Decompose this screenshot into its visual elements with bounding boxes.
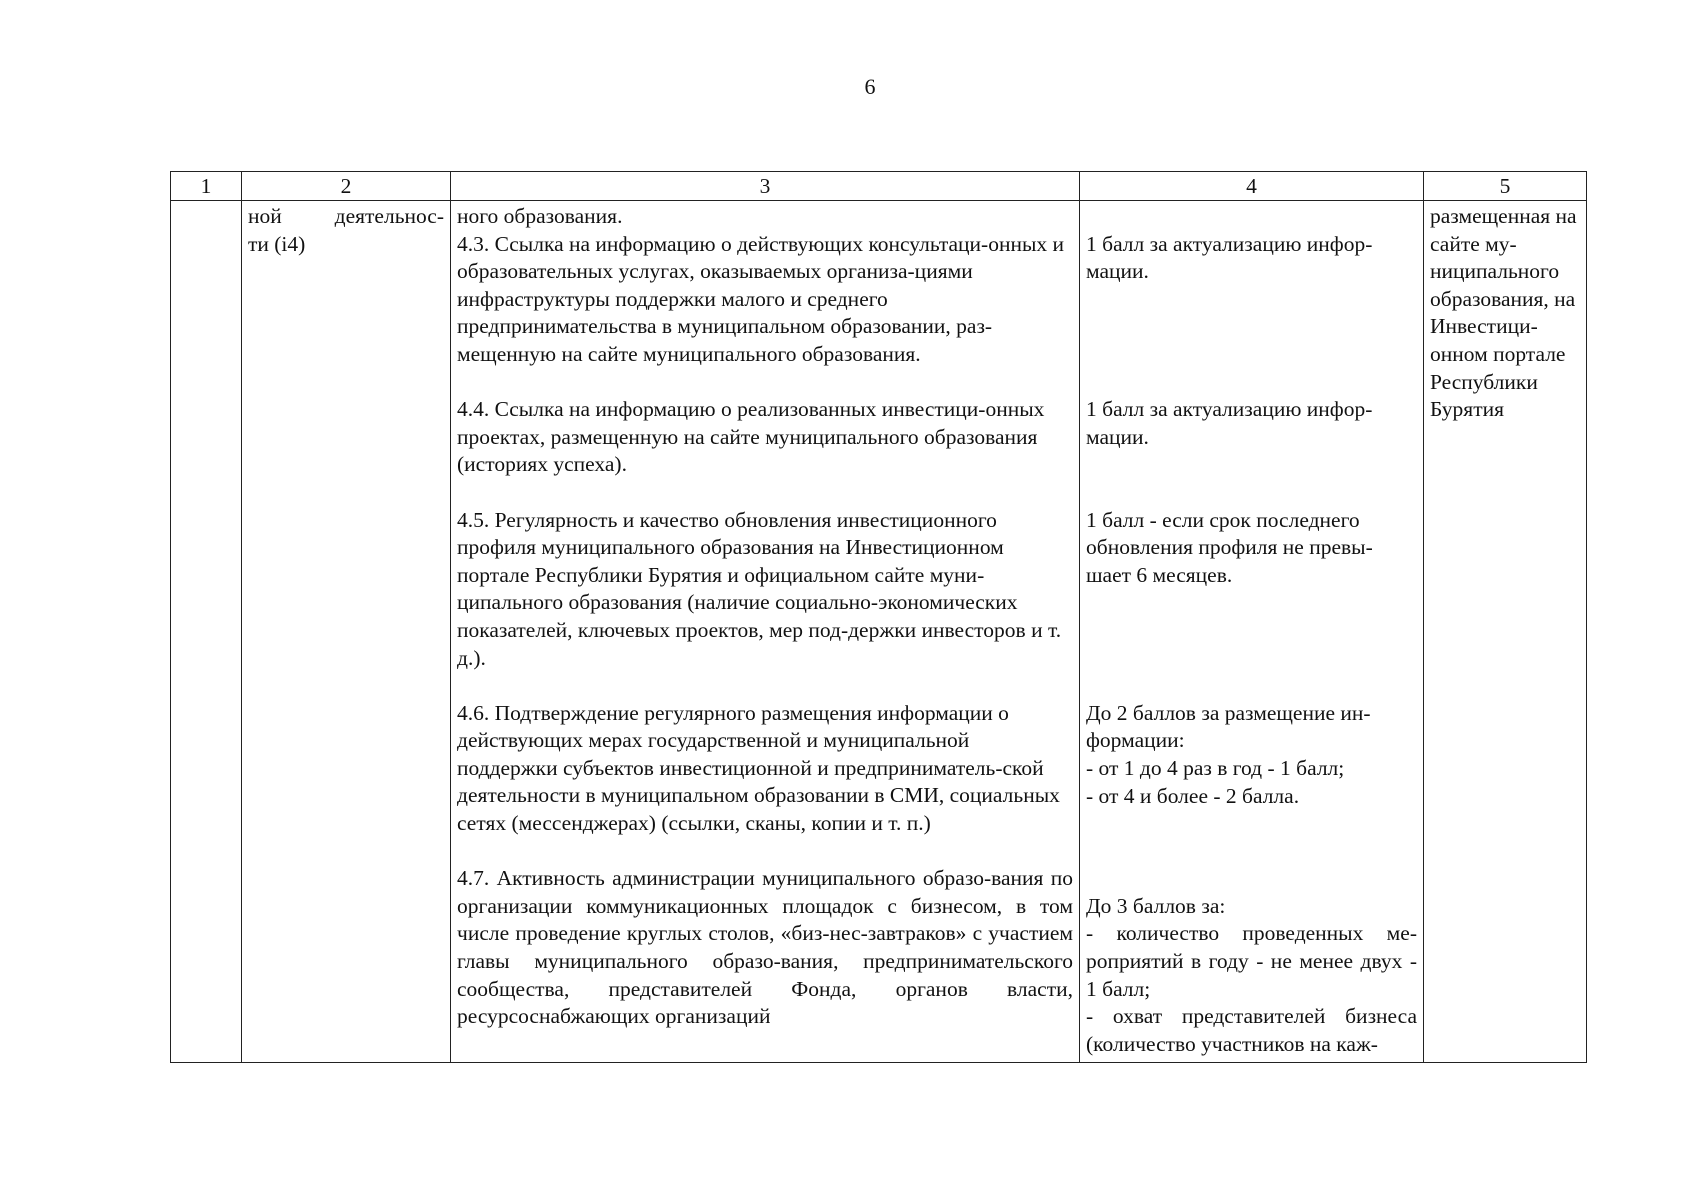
criteria-item-4-4: 4.4. Ссылка на информацию о реализованных инвестици-онных проектах, размещенную на сайте муниципального образования (историях успеха). <box>457 397 1045 477</box>
criteria-table <box>170 171 1587 1063</box>
criteria-item-4-7: 4.7. Активность администрации муниципального образо-вания по организации коммуникационных площадок с бизнесом, в том числе проведение круглых столов, «биз-нес-завтраков» с участием главы муниципального образо-вания, предпринимательского сообщества, представителей Фонда, органов власти, ресурсоснабжающих организаций <box>457 866 1073 1029</box>
header-cell-1: 1 <box>171 172 242 201</box>
table-row <box>171 201 1587 1063</box>
cell-number <box>171 201 242 1063</box>
header-cell-5: 5 <box>1424 172 1587 201</box>
source-text: размещенная на сайте му-ниципального образования, на Инвестици-онном портале Республики Бурятия <box>1430 204 1577 422</box>
criteria-item-4-3: 4.3. Ссылка на информацию о действующих консультаци-онных и образовательных услугах, оказываемых организа-циями инфраструктуры поддержки малого и среднего предпринимательства в муниципальном образовании, раз-мещенную на сайте муниципального образования. <box>457 231 1065 366</box>
header-cell-2: 2 <box>242 172 451 201</box>
cell-indicator <box>242 201 451 1063</box>
cell-scoring <box>1080 201 1424 1063</box>
criteria-intro: ного образования. <box>457 204 623 228</box>
score-4-4: 1 балл за актуализацию инфор-мации. <box>1086 397 1373 449</box>
score-4-7-b: - охват представителей бизнеса (количество участников на каж- <box>1086 1004 1417 1056</box>
header-cell-3: 3 <box>451 172 1080 201</box>
criteria-item-4-6: 4.6. Подтверждение регулярного размещения информации о действующих мерах государственной и муниципальной поддержки субъектов инвестиционной и предприниматель-ской деятельности в муниципальном образовании в СМИ, социальных сетях (мессенджерах) (ссылки, сканы, копии и т. п.) <box>457 700 1060 836</box>
score-4-3: 1 балл за актуализацию инфор-мации. <box>1086 231 1373 284</box>
score-4-5: 1 балл - если срок последнего обновления профиля не превы-шает 6 месяцев. <box>1086 507 1373 587</box>
score-4-6-a: - от 1 до 4 раз в год - 1 балл; <box>1086 755 1345 780</box>
cell-criteria <box>451 201 1080 1063</box>
score-4-6-b: - от 4 и более - 2 балла. <box>1086 783 1300 808</box>
indicator-line-2: ти (i4) <box>248 231 306 256</box>
cell-source <box>1424 201 1587 1063</box>
page-number: 6 <box>864 74 876 99</box>
score-4-6-head: До 2 баллов за размещение ин-формации: <box>1086 700 1371 753</box>
score-4-7-head: До 3 баллов за: <box>1086 893 1226 918</box>
header-cell-4: 4 <box>1080 172 1424 201</box>
table-header-row <box>171 172 1587 201</box>
cell-number-text <box>171 201 241 203</box>
criteria-item-4-5: 4.5. Регулярность и качество обновления инвестиционного профиля муниципального образования на Инвестиционном портале Республики Бурятия и официальном сайте муни-ципального образования (наличие социально-экономических показателей, ключевых проектов, мер под-держки инвесторов и т. д.). <box>457 507 1062 670</box>
score-4-7-a: - количество проведенных ме-роприятий в году - не менее двух - 1 балл; <box>1086 921 1417 1001</box>
indicator-line-1: ной деятельнос- <box>248 204 444 228</box>
